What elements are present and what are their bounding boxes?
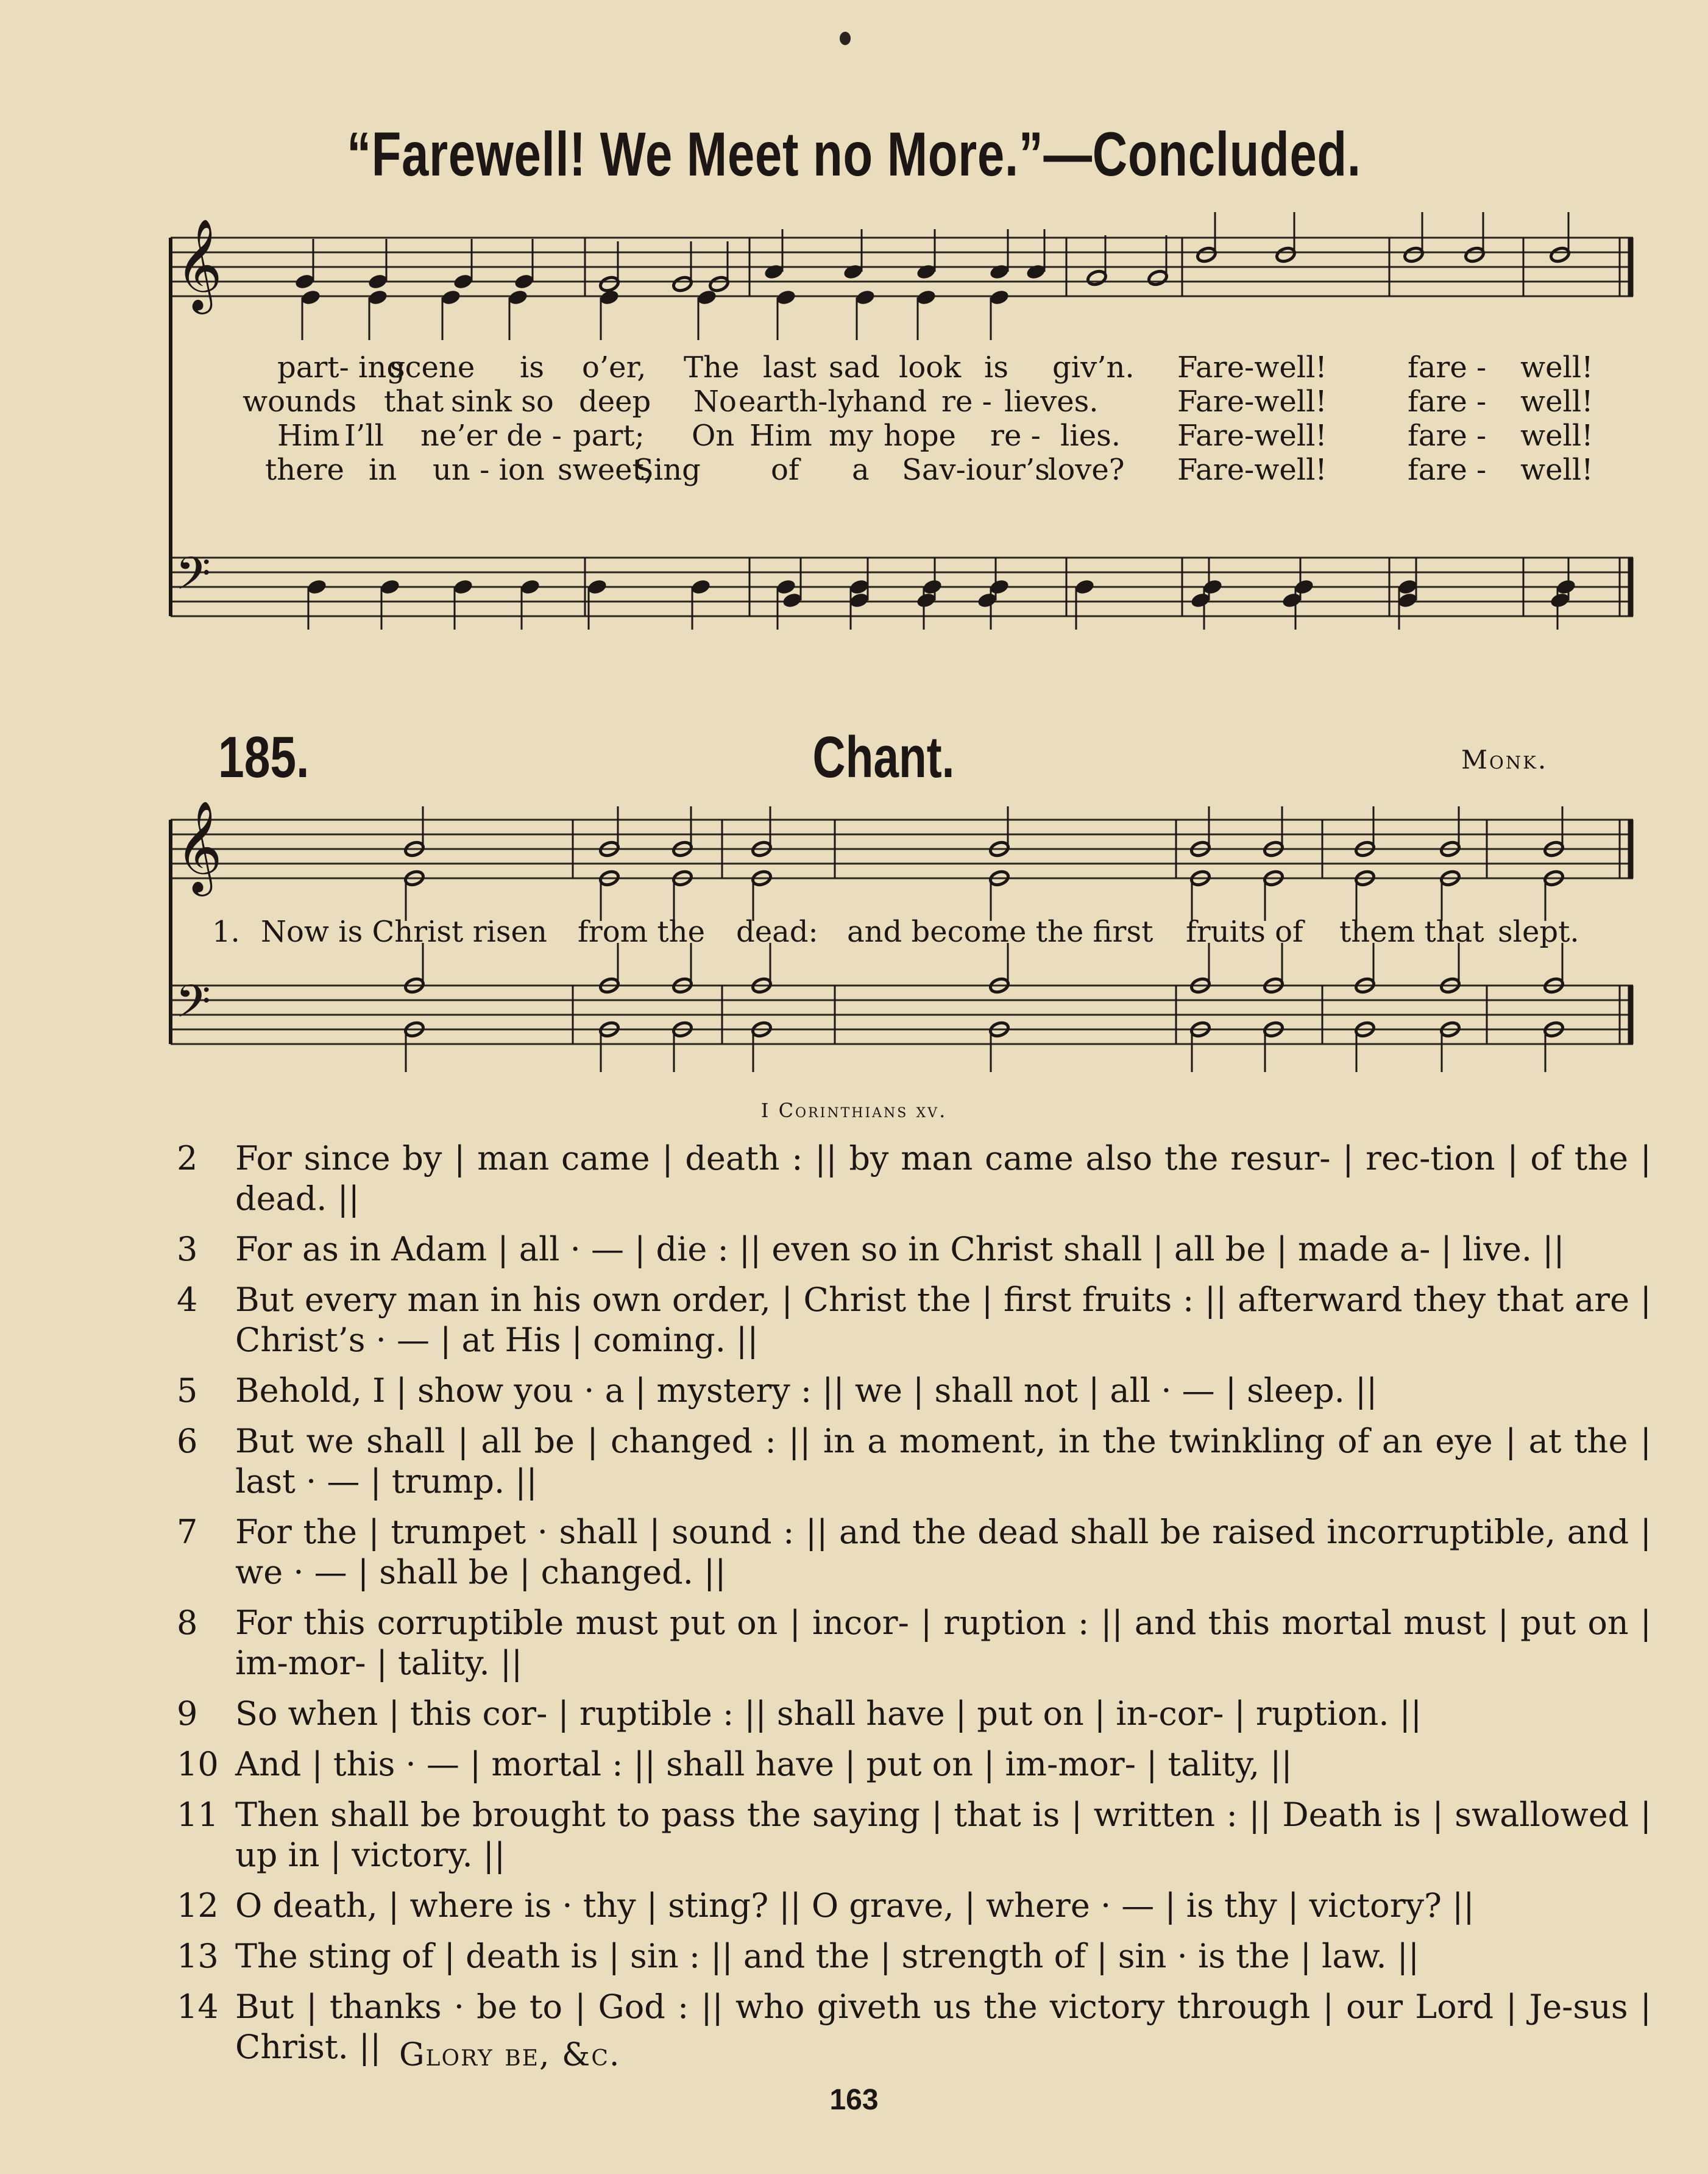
half-note bbox=[1464, 246, 1485, 263]
verse bbox=[177, 1280, 1651, 1360]
quarter-note bbox=[367, 288, 388, 306]
quarter-note bbox=[300, 288, 321, 306]
quarter-note bbox=[854, 288, 876, 306]
lyric-syllable: Fare-well! bbox=[1177, 453, 1327, 487]
half-note bbox=[1549, 246, 1570, 263]
quarter-note bbox=[921, 578, 943, 595]
lyric-syllable: ne’er de - bbox=[420, 419, 562, 453]
gloria: Glory be, &c. bbox=[399, 2037, 621, 2073]
lyric-syllable: sink so bbox=[451, 385, 554, 419]
lyric-syllable: Fare-well! bbox=[1177, 350, 1327, 385]
verse-text: For the | trumpet · shall | sound : || and the dead shall be raised incorruptible, and | we · — | shall be | changed. || bbox=[235, 1513, 1651, 1591]
lyric-syllable: is bbox=[984, 350, 1008, 385]
verse-number: 12 bbox=[177, 1886, 219, 1925]
quarter-note bbox=[598, 288, 620, 306]
quarter-note bbox=[988, 288, 1010, 306]
lyric-syllable: that bbox=[384, 385, 444, 419]
lyric-syllable: well! bbox=[1520, 453, 1593, 487]
quarter-note bbox=[507, 288, 528, 306]
quarter-note bbox=[1397, 578, 1418, 595]
quarter-note bbox=[440, 288, 461, 306]
verse-number: 14 bbox=[177, 1988, 219, 2026]
chant-word: slept. bbox=[1498, 915, 1579, 949]
quarter-note bbox=[452, 272, 473, 290]
half-note bbox=[1086, 269, 1107, 286]
lyric-syllable: earth-ly bbox=[739, 385, 854, 419]
quarter-note bbox=[1293, 578, 1314, 595]
quarter-note bbox=[367, 272, 388, 290]
hymn-title: “Farewell! We Meet no More.”—Concluded. bbox=[347, 119, 1361, 189]
half-note bbox=[1196, 246, 1217, 263]
verse bbox=[177, 1139, 1651, 1219]
verse bbox=[177, 1371, 1651, 1411]
quarter-note bbox=[1549, 591, 1570, 609]
verse bbox=[177, 1229, 1651, 1270]
lyric-syllable: The bbox=[684, 350, 740, 385]
quarter-note bbox=[781, 591, 803, 609]
quarter-note bbox=[379, 578, 400, 595]
lyric-syllable: On bbox=[692, 419, 735, 453]
chant-word: and become the first bbox=[847, 915, 1153, 949]
lyric-syllable: well! bbox=[1520, 350, 1593, 385]
quarter-note bbox=[915, 288, 937, 306]
lyric-syllable: well! bbox=[1520, 385, 1593, 419]
verse bbox=[177, 1603, 1651, 1683]
verse-text: O death, | where is · thy | sting? || O grave, | where · — | is thy | victory? || bbox=[235, 1886, 1475, 1925]
verse-text: For this corruptible must put on | incor- | ruption : || and this mortal must | put on | im-mor- | tality. || bbox=[235, 1604, 1651, 1682]
lyric-syllable: my bbox=[829, 419, 873, 453]
verse-number: 3 bbox=[177, 1230, 198, 1268]
verse-text: But every man in his own order, | Christ the | first fruits : || afterward they that are | Christ’s · — | at His | coming. || bbox=[235, 1281, 1651, 1359]
verse-text: The sting of | death is | sin : || and the | strength of | sin · is the | law. || bbox=[235, 1937, 1420, 1975]
quarter-note bbox=[976, 591, 998, 609]
half-note bbox=[672, 275, 693, 293]
half-note bbox=[1275, 246, 1296, 263]
quarter-note bbox=[452, 578, 473, 595]
verse-text: For as in Adam | all · — | die : || even so in Christ shall | all be | made a- | live. || bbox=[235, 1230, 1565, 1268]
lyric-syllable: well! bbox=[1520, 419, 1593, 453]
verse-number: 2 bbox=[177, 1139, 198, 1178]
lyric-syllable: in bbox=[369, 453, 397, 487]
lyric-syllable: re - bbox=[990, 419, 1041, 453]
verse bbox=[177, 1512, 1651, 1593]
quarter-note bbox=[848, 578, 870, 595]
bass-clef-icon: 𝄢 bbox=[175, 547, 211, 611]
lyric-syllable: is bbox=[520, 350, 544, 385]
lyric-syllable: sad bbox=[829, 350, 880, 385]
lyric-syllable: I’ll bbox=[344, 419, 384, 453]
quarter-note bbox=[1202, 578, 1223, 595]
lyric-syllable: sweet, bbox=[558, 453, 654, 487]
lyric-syllable: fare - bbox=[1408, 385, 1487, 419]
verse bbox=[177, 1694, 1651, 1734]
lyric-syllable: deep bbox=[579, 385, 651, 419]
verse-text: And | this · — | mortal : || shall have | put on | im-mor- | tality, || bbox=[235, 1745, 1292, 1783]
quarter-note bbox=[915, 263, 937, 280]
verse-number: 10 bbox=[177, 1745, 219, 1783]
lyric-syllable: lies. bbox=[1060, 419, 1121, 453]
quarter-note bbox=[1397, 591, 1418, 609]
chant-verses bbox=[177, 1139, 1651, 2078]
quarter-note bbox=[513, 272, 534, 290]
quarter-note bbox=[1189, 591, 1211, 609]
page-number: 163 bbox=[829, 2084, 879, 2116]
chant-word: 1. bbox=[212, 915, 240, 949]
verse-number: 4 bbox=[177, 1281, 198, 1319]
verse-number: 13 bbox=[177, 1937, 219, 1975]
quarter-note bbox=[1074, 578, 1095, 595]
lyric-syllable: o’er, bbox=[582, 350, 647, 385]
verse bbox=[177, 1421, 1651, 1502]
lyric-syllable: No bbox=[693, 385, 737, 419]
verse-number: 6 bbox=[177, 1422, 198, 1460]
verse-text: For since by | man came | death : || by man came also the resur- | rec-tion | of the | dead. || bbox=[235, 1139, 1651, 1218]
lyric-syllable: hand bbox=[853, 385, 927, 419]
lyric-syllable: Him bbox=[749, 419, 812, 453]
quarter-note bbox=[763, 263, 784, 280]
lyric-syllable: un - ion bbox=[433, 453, 545, 487]
verse bbox=[177, 1987, 1651, 2067]
verse bbox=[177, 1795, 1651, 1875]
verse-number: 9 bbox=[177, 1694, 198, 1733]
half-note bbox=[1403, 246, 1424, 263]
composer: Monk. bbox=[1461, 745, 1548, 775]
lyric-syllable: look bbox=[899, 350, 962, 385]
quarter-note bbox=[988, 578, 1010, 595]
verse bbox=[177, 1936, 1651, 1977]
half-note bbox=[598, 275, 620, 293]
lyric-syllable: of bbox=[771, 453, 799, 487]
quarter-note bbox=[1281, 591, 1302, 609]
lyric-syllable: hope bbox=[884, 419, 956, 453]
lyric-syllable: a bbox=[852, 453, 870, 487]
verse-text: So when | this cor- | ruptible : || shall have | put on | in-cor- | ruption. || bbox=[235, 1694, 1422, 1733]
verse bbox=[177, 1886, 1651, 1926]
quarter-note bbox=[690, 578, 711, 595]
chant-word: fruits of bbox=[1186, 915, 1303, 949]
lyric-syllable: last bbox=[763, 350, 817, 385]
lyric-syllable: part- ing bbox=[277, 350, 406, 385]
verse-number: 7 bbox=[177, 1513, 198, 1551]
chant-number: 185. bbox=[218, 725, 310, 790]
quarter-note bbox=[775, 288, 796, 306]
lyric-syllable: Fare-well! bbox=[1177, 419, 1327, 453]
lyric-syllable: fare - bbox=[1408, 350, 1487, 385]
verse-text: But | thanks · be to | God : || who giveth us the victory through | our Lord | Je-sus | Christ. || bbox=[235, 1988, 1651, 2066]
chant-word: from the bbox=[578, 915, 705, 949]
verse bbox=[177, 1744, 1651, 1785]
bass-clef-icon: 𝄢 bbox=[175, 975, 211, 1039]
lyric-syllable: giv’n. bbox=[1052, 350, 1135, 385]
scripture-reference: I Corinthians xv. bbox=[760, 1099, 948, 1122]
treble-clef-icon: 𝄞 bbox=[175, 218, 222, 310]
lyric-syllable: fare - bbox=[1408, 419, 1487, 453]
verse-number: 8 bbox=[177, 1604, 198, 1642]
quarter-note bbox=[306, 578, 327, 595]
quarter-note bbox=[842, 263, 863, 280]
chant-word: them that bbox=[1339, 915, 1484, 949]
lyric-syllable: wounds bbox=[243, 385, 357, 419]
verse-text: But we shall | all be | changed : || in a moment, in the twinkling of an eye | at the | last · — | trump. || bbox=[235, 1422, 1651, 1501]
quarter-note bbox=[586, 578, 608, 595]
quarter-note bbox=[848, 591, 870, 609]
chant-word: Now is Christ risen bbox=[261, 915, 547, 949]
verse-text: Then shall be brought to pass the saying | that is | written : || Death is | swallowed | up in | victory. || bbox=[235, 1796, 1651, 1874]
lyric-syllable: Fare-well! bbox=[1177, 385, 1327, 419]
lyric-syllable: re - bbox=[941, 385, 992, 419]
verse-number: 11 bbox=[177, 1796, 219, 1834]
treble-clef-icon: 𝄞 bbox=[175, 800, 222, 892]
verse-number: 5 bbox=[177, 1371, 198, 1410]
quarter-note bbox=[519, 578, 540, 595]
lyric-syllable: Sav-iour’s bbox=[902, 453, 1050, 487]
quarter-note bbox=[775, 578, 796, 595]
half-note bbox=[708, 275, 729, 293]
quarter-note bbox=[1555, 578, 1576, 595]
lyric-syllable: Him bbox=[277, 419, 340, 453]
lyric-syllable: lieves. bbox=[1004, 385, 1099, 419]
quarter-note bbox=[1025, 263, 1046, 280]
quarter-note bbox=[294, 272, 315, 290]
lyric-syllable: fare - bbox=[1408, 453, 1487, 487]
quarter-note bbox=[988, 263, 1010, 280]
lyric-syllable: love? bbox=[1048, 453, 1125, 487]
chant-title: Chant. bbox=[812, 725, 955, 790]
lyric-syllable: Sing bbox=[634, 453, 701, 487]
verse-text: Behold, I | show you · a | mystery : || we | shall not | all · — | sleep. || bbox=[235, 1371, 1378, 1410]
lyric-syllable: scene bbox=[390, 350, 475, 385]
lyric-syllable: there bbox=[265, 453, 344, 487]
lyric-syllable: part; bbox=[573, 419, 645, 453]
half-note bbox=[1147, 269, 1168, 286]
chant-word: dead: bbox=[736, 915, 818, 949]
quarter-note bbox=[915, 591, 937, 609]
